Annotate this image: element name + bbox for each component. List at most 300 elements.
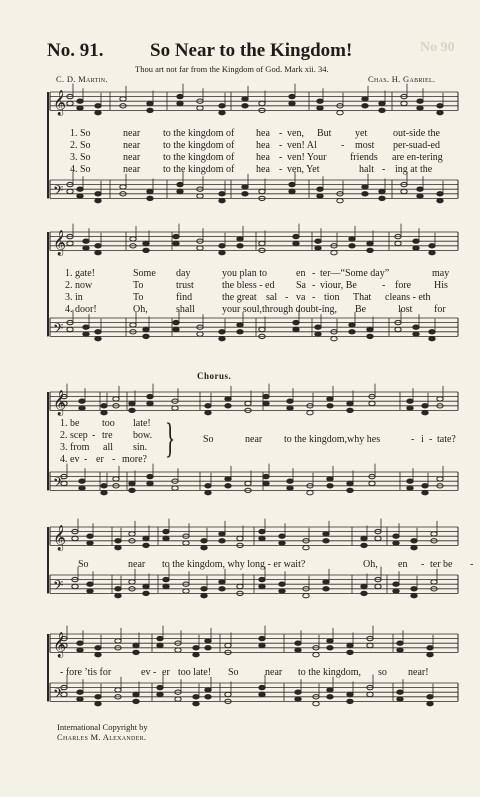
- note-head: [143, 543, 149, 547]
- note-head: [219, 337, 225, 341]
- note-head: [67, 101, 73, 105]
- note-head: [225, 643, 231, 647]
- lyric: -: [285, 292, 289, 303]
- note-head: [347, 699, 353, 703]
- lyric: His: [434, 280, 448, 291]
- note-head: [279, 582, 285, 586]
- note-head: [95, 646, 101, 650]
- lyric: -: [312, 268, 316, 279]
- note-head: [219, 532, 225, 536]
- note-head: [163, 529, 169, 533]
- note-head: [361, 543, 367, 547]
- note-head: [95, 199, 101, 203]
- note-head: [79, 399, 85, 403]
- lyric: hea: [256, 140, 270, 151]
- note-head: [289, 189, 295, 193]
- bass-clef-icon: 𝄢: [53, 182, 64, 202]
- note-head: [323, 587, 329, 591]
- note-head: [157, 643, 163, 647]
- note-head: [225, 484, 231, 488]
- lyric: -: [382, 280, 386, 291]
- note-head: [83, 239, 89, 243]
- note-head: [295, 641, 301, 645]
- note-head: [172, 406, 178, 410]
- note-head: [259, 529, 265, 533]
- note-head: [347, 401, 353, 405]
- lyric: So: [203, 434, 214, 445]
- lyric: 1. be: [60, 418, 80, 429]
- note-head: [429, 251, 435, 255]
- note-head: [95, 702, 101, 706]
- note-head: [361, 584, 367, 588]
- note-head: [313, 702, 319, 706]
- lyric: 2. now: [65, 280, 93, 291]
- lyric: the bless - ed: [222, 280, 275, 291]
- note-head: [143, 536, 149, 540]
- copyright-line-2: Charles M. Alexander.: [57, 732, 147, 742]
- note-head: [289, 182, 295, 186]
- note-head: [205, 688, 211, 692]
- lyric: yet: [355, 128, 368, 139]
- note-head: [157, 636, 163, 640]
- note-head: [95, 251, 101, 255]
- note-head: [422, 411, 428, 415]
- note-head: [397, 697, 403, 701]
- note-head: [95, 111, 101, 115]
- note-head: [259, 189, 265, 193]
- lyric: To: [133, 292, 144, 303]
- lyric: ven, Yet: [287, 164, 320, 175]
- note-head: [237, 323, 243, 327]
- note-head: [417, 187, 423, 191]
- lyric: va: [296, 292, 306, 303]
- note-head: [289, 101, 295, 105]
- lyric: to the kingdom,why hes: [284, 434, 381, 445]
- lyric: tate?: [437, 434, 456, 445]
- lyric: 2. scep: [60, 430, 88, 441]
- note-head: [429, 330, 435, 334]
- note-head: [143, 334, 149, 338]
- note-head: [407, 406, 413, 410]
- note-head: [113, 477, 119, 481]
- note-head: [115, 688, 121, 692]
- lyric: -: [411, 434, 415, 445]
- note-head: [323, 539, 329, 543]
- lyric: for: [434, 304, 446, 315]
- note-head: [77, 648, 83, 652]
- note-head: [129, 488, 135, 492]
- lyric: en: [296, 268, 306, 279]
- note-head: [263, 401, 269, 405]
- note-head: [401, 189, 407, 193]
- treble-clef-icon: 𝄞: [53, 230, 67, 256]
- note-head: [237, 584, 243, 588]
- lyric: too late!: [178, 667, 212, 678]
- lyric: most: [355, 140, 375, 151]
- note-head: [259, 636, 265, 640]
- note-head: [347, 408, 353, 412]
- note-head: [401, 101, 407, 105]
- lyric: near: [123, 128, 141, 139]
- note-head: [397, 690, 403, 694]
- note-head: [397, 648, 403, 652]
- note-head: [437, 199, 443, 203]
- lyric: bow.: [133, 430, 153, 441]
- hymn-number: No. 91.: [47, 40, 104, 61]
- note-head: [129, 532, 135, 536]
- note-head: [67, 241, 73, 245]
- note-head: [349, 330, 355, 334]
- note-head: [201, 587, 207, 591]
- lyric: your soul,through doubt-ing,: [222, 304, 337, 315]
- note-head: [175, 648, 181, 652]
- lyric: 3. in: [65, 292, 83, 303]
- note-head: [242, 185, 248, 189]
- lyric: ter be: [430, 559, 453, 570]
- note-head: [375, 536, 381, 540]
- note-head: [397, 641, 403, 645]
- note-head: [205, 404, 211, 408]
- treble-clef-icon: 𝄞: [53, 90, 67, 116]
- note-head: [173, 327, 179, 331]
- note-head: [337, 199, 343, 203]
- lyric: per-suad-ed: [393, 140, 440, 151]
- lyric: 3. So: [70, 152, 91, 163]
- note-head: [287, 399, 293, 403]
- note-head: [95, 104, 101, 108]
- note-head: [437, 192, 443, 196]
- lyric: to the kingdom of: [163, 140, 235, 151]
- note-head: [437, 111, 443, 115]
- note-head: [219, 251, 225, 255]
- note-head: [177, 189, 183, 193]
- note-head: [201, 594, 207, 598]
- lyric: er: [96, 454, 104, 465]
- note-head: [72, 536, 78, 540]
- note-head: [437, 104, 443, 108]
- note-head: [349, 244, 355, 248]
- lyric: -: [470, 559, 474, 570]
- note-head: [407, 479, 413, 483]
- bass-clef-icon: 𝄢: [53, 474, 64, 494]
- note-head: [225, 404, 231, 408]
- note-head: [427, 646, 433, 650]
- note-head: [417, 99, 423, 103]
- lyric: are en-tering: [392, 152, 443, 163]
- note-head: [395, 327, 401, 331]
- lyric: 4. ev: [60, 454, 80, 465]
- copyright-line-1: International Copyright by: [57, 722, 148, 732]
- note-head: [395, 241, 401, 245]
- note-head: [259, 327, 265, 331]
- lyric: tion: [324, 292, 340, 303]
- note-head: [115, 587, 121, 591]
- note-head: [87, 582, 93, 586]
- note-head: [279, 589, 285, 593]
- note-head: [417, 106, 423, 110]
- note-head: [369, 481, 375, 485]
- lyric: tre: [102, 430, 113, 441]
- note-head: [67, 327, 73, 331]
- note-head: [129, 408, 135, 412]
- note-head: [245, 481, 251, 485]
- note-head: [201, 539, 207, 543]
- note-head: [197, 246, 203, 250]
- note-head: [317, 187, 323, 191]
- note-head: [205, 484, 211, 488]
- note-head: [367, 334, 373, 338]
- note-head: [225, 397, 231, 401]
- note-head: [237, 330, 243, 334]
- note-head: [413, 332, 419, 336]
- treble-clef-icon: 𝄞: [53, 525, 67, 551]
- note-head: [101, 484, 107, 488]
- lyric: near: [265, 667, 283, 678]
- hymn-title: So Near to the Kingdom!: [150, 40, 353, 61]
- lyric: To: [133, 280, 144, 291]
- ghost-bleedthrough-text: No 90: [420, 40, 455, 55]
- lyric: i: [421, 434, 424, 445]
- note-head: [95, 337, 101, 341]
- note-head: [205, 491, 211, 495]
- note-head: [83, 332, 89, 336]
- lyric: sin.: [133, 442, 148, 453]
- note-head: [431, 580, 437, 584]
- lyric: Be: [355, 304, 367, 315]
- note-head: [147, 474, 153, 478]
- lyric: en: [398, 559, 408, 570]
- note-head: [407, 399, 413, 403]
- note-head: [347, 488, 353, 492]
- note-head: [147, 108, 153, 112]
- note-head: [317, 106, 323, 110]
- lyric: hea: [256, 128, 270, 139]
- lyric: the great: [222, 292, 257, 303]
- note-head: [362, 104, 368, 108]
- note-head: [367, 241, 373, 245]
- lyric: more?: [122, 454, 147, 465]
- note-head: [295, 697, 301, 701]
- lyric: -: [279, 128, 283, 139]
- note-head: [379, 101, 385, 105]
- note-head: [315, 239, 321, 243]
- lyric: fore: [395, 280, 412, 291]
- lyric: ven! Al: [287, 140, 317, 151]
- lyric: -: [429, 434, 433, 445]
- note-head: [77, 106, 83, 110]
- treble-clef-icon: 𝄞: [53, 632, 67, 658]
- lyric: -: [312, 292, 316, 303]
- lyric: But: [317, 128, 332, 139]
- note-head: [219, 580, 225, 584]
- note-head: [177, 182, 183, 186]
- note-head: [259, 643, 265, 647]
- lyric: -: [92, 430, 96, 441]
- note-head: [83, 246, 89, 250]
- note-head: [101, 491, 107, 495]
- lyric: ter—“Some day”: [320, 268, 390, 279]
- note-head: [422, 484, 428, 488]
- note-head: [362, 97, 368, 101]
- lyric: to the kingdom of: [163, 152, 235, 163]
- note-head: [375, 584, 381, 588]
- lyric: 1. So: [70, 128, 91, 139]
- note-head: [293, 320, 299, 324]
- note-head: [219, 192, 225, 196]
- lyric: cleans - eth: [385, 292, 431, 303]
- note-head: [323, 532, 329, 536]
- note-head: [163, 536, 169, 540]
- note-head: [129, 481, 135, 485]
- lyric: near: [128, 559, 146, 570]
- note-head: [427, 702, 433, 706]
- note-head: [287, 486, 293, 490]
- composer-credit: Chas. H. Gabriel.: [368, 74, 436, 84]
- note-head: [219, 539, 225, 543]
- lyric: So: [228, 667, 239, 678]
- note-head: [219, 104, 225, 108]
- note-head: [120, 185, 126, 189]
- note-head: [323, 580, 329, 584]
- note-head: [327, 695, 333, 699]
- note-head: [422, 404, 428, 408]
- lyric: -: [279, 164, 283, 175]
- note-head: [95, 330, 101, 334]
- note-head: [193, 646, 199, 650]
- note-head: [327, 688, 333, 692]
- note-head: [327, 397, 333, 401]
- note-head: [197, 194, 203, 198]
- lyric: lost: [398, 304, 413, 315]
- note-head: [369, 401, 375, 405]
- lyric: Oh,: [363, 559, 378, 570]
- note-head: [279, 534, 285, 538]
- note-head: [77, 690, 83, 694]
- lyric: you plan to: [222, 268, 267, 279]
- note-head: [393, 541, 399, 545]
- lyric: near: [123, 140, 141, 151]
- bass-clef-icon: 𝄢: [53, 320, 64, 340]
- note-head: [379, 196, 385, 200]
- epigraph: Thou art not far from the Kingdom of God. Mark xii. 34.: [135, 64, 329, 74]
- note-head: [407, 486, 413, 490]
- note-head: [77, 99, 83, 103]
- note-head: [115, 546, 121, 550]
- lyric: to the kingdom,: [298, 667, 362, 678]
- lyric: Sa: [296, 280, 306, 291]
- note-head: [315, 246, 321, 250]
- note-head: [263, 481, 269, 485]
- lyric: 4. So: [70, 164, 91, 175]
- note-head: [95, 695, 101, 699]
- note-head: [367, 327, 373, 331]
- note-head: [183, 589, 189, 593]
- note-head: [313, 653, 319, 657]
- lyric: 3. from: [60, 442, 90, 453]
- note-head: [133, 699, 139, 703]
- note-head: [427, 653, 433, 657]
- note-head: [87, 589, 93, 593]
- lyric: Oh,: [133, 304, 148, 315]
- note-head: [263, 394, 269, 398]
- bass-clef-icon: 𝄢: [53, 685, 64, 705]
- note-head: [130, 237, 136, 241]
- lyric: so: [378, 667, 387, 678]
- lyric: near: [123, 152, 141, 163]
- note-head: [79, 406, 85, 410]
- lyric: all: [103, 442, 113, 453]
- note-head: [259, 241, 265, 245]
- lyric: out-side the: [393, 128, 440, 139]
- note-head: [143, 591, 149, 595]
- note-head: [379, 189, 385, 193]
- note-head: [411, 587, 417, 591]
- lyric: 4. door!: [65, 304, 97, 315]
- note-head: [317, 99, 323, 103]
- note-head: [115, 539, 121, 543]
- lyric: ing at the: [395, 164, 433, 175]
- lyric: sal: [266, 292, 278, 303]
- lyric: hea: [256, 152, 270, 163]
- note-head: [327, 646, 333, 650]
- note-head: [289, 94, 295, 98]
- note-head: [77, 194, 83, 198]
- note-head: [115, 594, 121, 598]
- note-head: [245, 401, 251, 405]
- note-head: [129, 401, 135, 405]
- note-head: [303, 594, 309, 598]
- lyric: That: [353, 292, 372, 303]
- note-head: [259, 685, 265, 689]
- note-head: [219, 244, 225, 248]
- note-head: [219, 111, 225, 115]
- note-head: [172, 486, 178, 490]
- note-head: [173, 320, 179, 324]
- note-head: [193, 702, 199, 706]
- note-head: [327, 404, 333, 408]
- note-head: [147, 101, 153, 105]
- note-head: [362, 192, 368, 196]
- note-head: [331, 337, 337, 341]
- lyric: Some: [133, 268, 156, 279]
- note-head: [315, 325, 321, 329]
- note-head: [411, 539, 417, 543]
- note-head: [259, 101, 265, 105]
- note-head: [113, 397, 119, 401]
- note-head: [293, 241, 299, 245]
- lyric: too: [102, 418, 115, 429]
- lyric: near: [245, 434, 263, 445]
- note-head: [393, 534, 399, 538]
- lyric: ven,: [287, 128, 304, 139]
- lyric: viour, Be: [320, 280, 357, 291]
- note-head: [147, 401, 153, 405]
- note-head: [393, 589, 399, 593]
- note-head: [259, 584, 265, 588]
- note-head: [67, 189, 73, 193]
- note-head: [130, 323, 136, 327]
- note-head: [295, 690, 301, 694]
- note-head: [219, 199, 225, 203]
- note-head: [79, 486, 85, 490]
- note-head: [95, 192, 101, 196]
- note-head: [205, 411, 211, 415]
- note-head: [307, 491, 313, 495]
- note-head: [101, 411, 107, 415]
- note-head: [307, 411, 313, 415]
- note-head: [237, 536, 243, 540]
- note-head: [259, 577, 265, 581]
